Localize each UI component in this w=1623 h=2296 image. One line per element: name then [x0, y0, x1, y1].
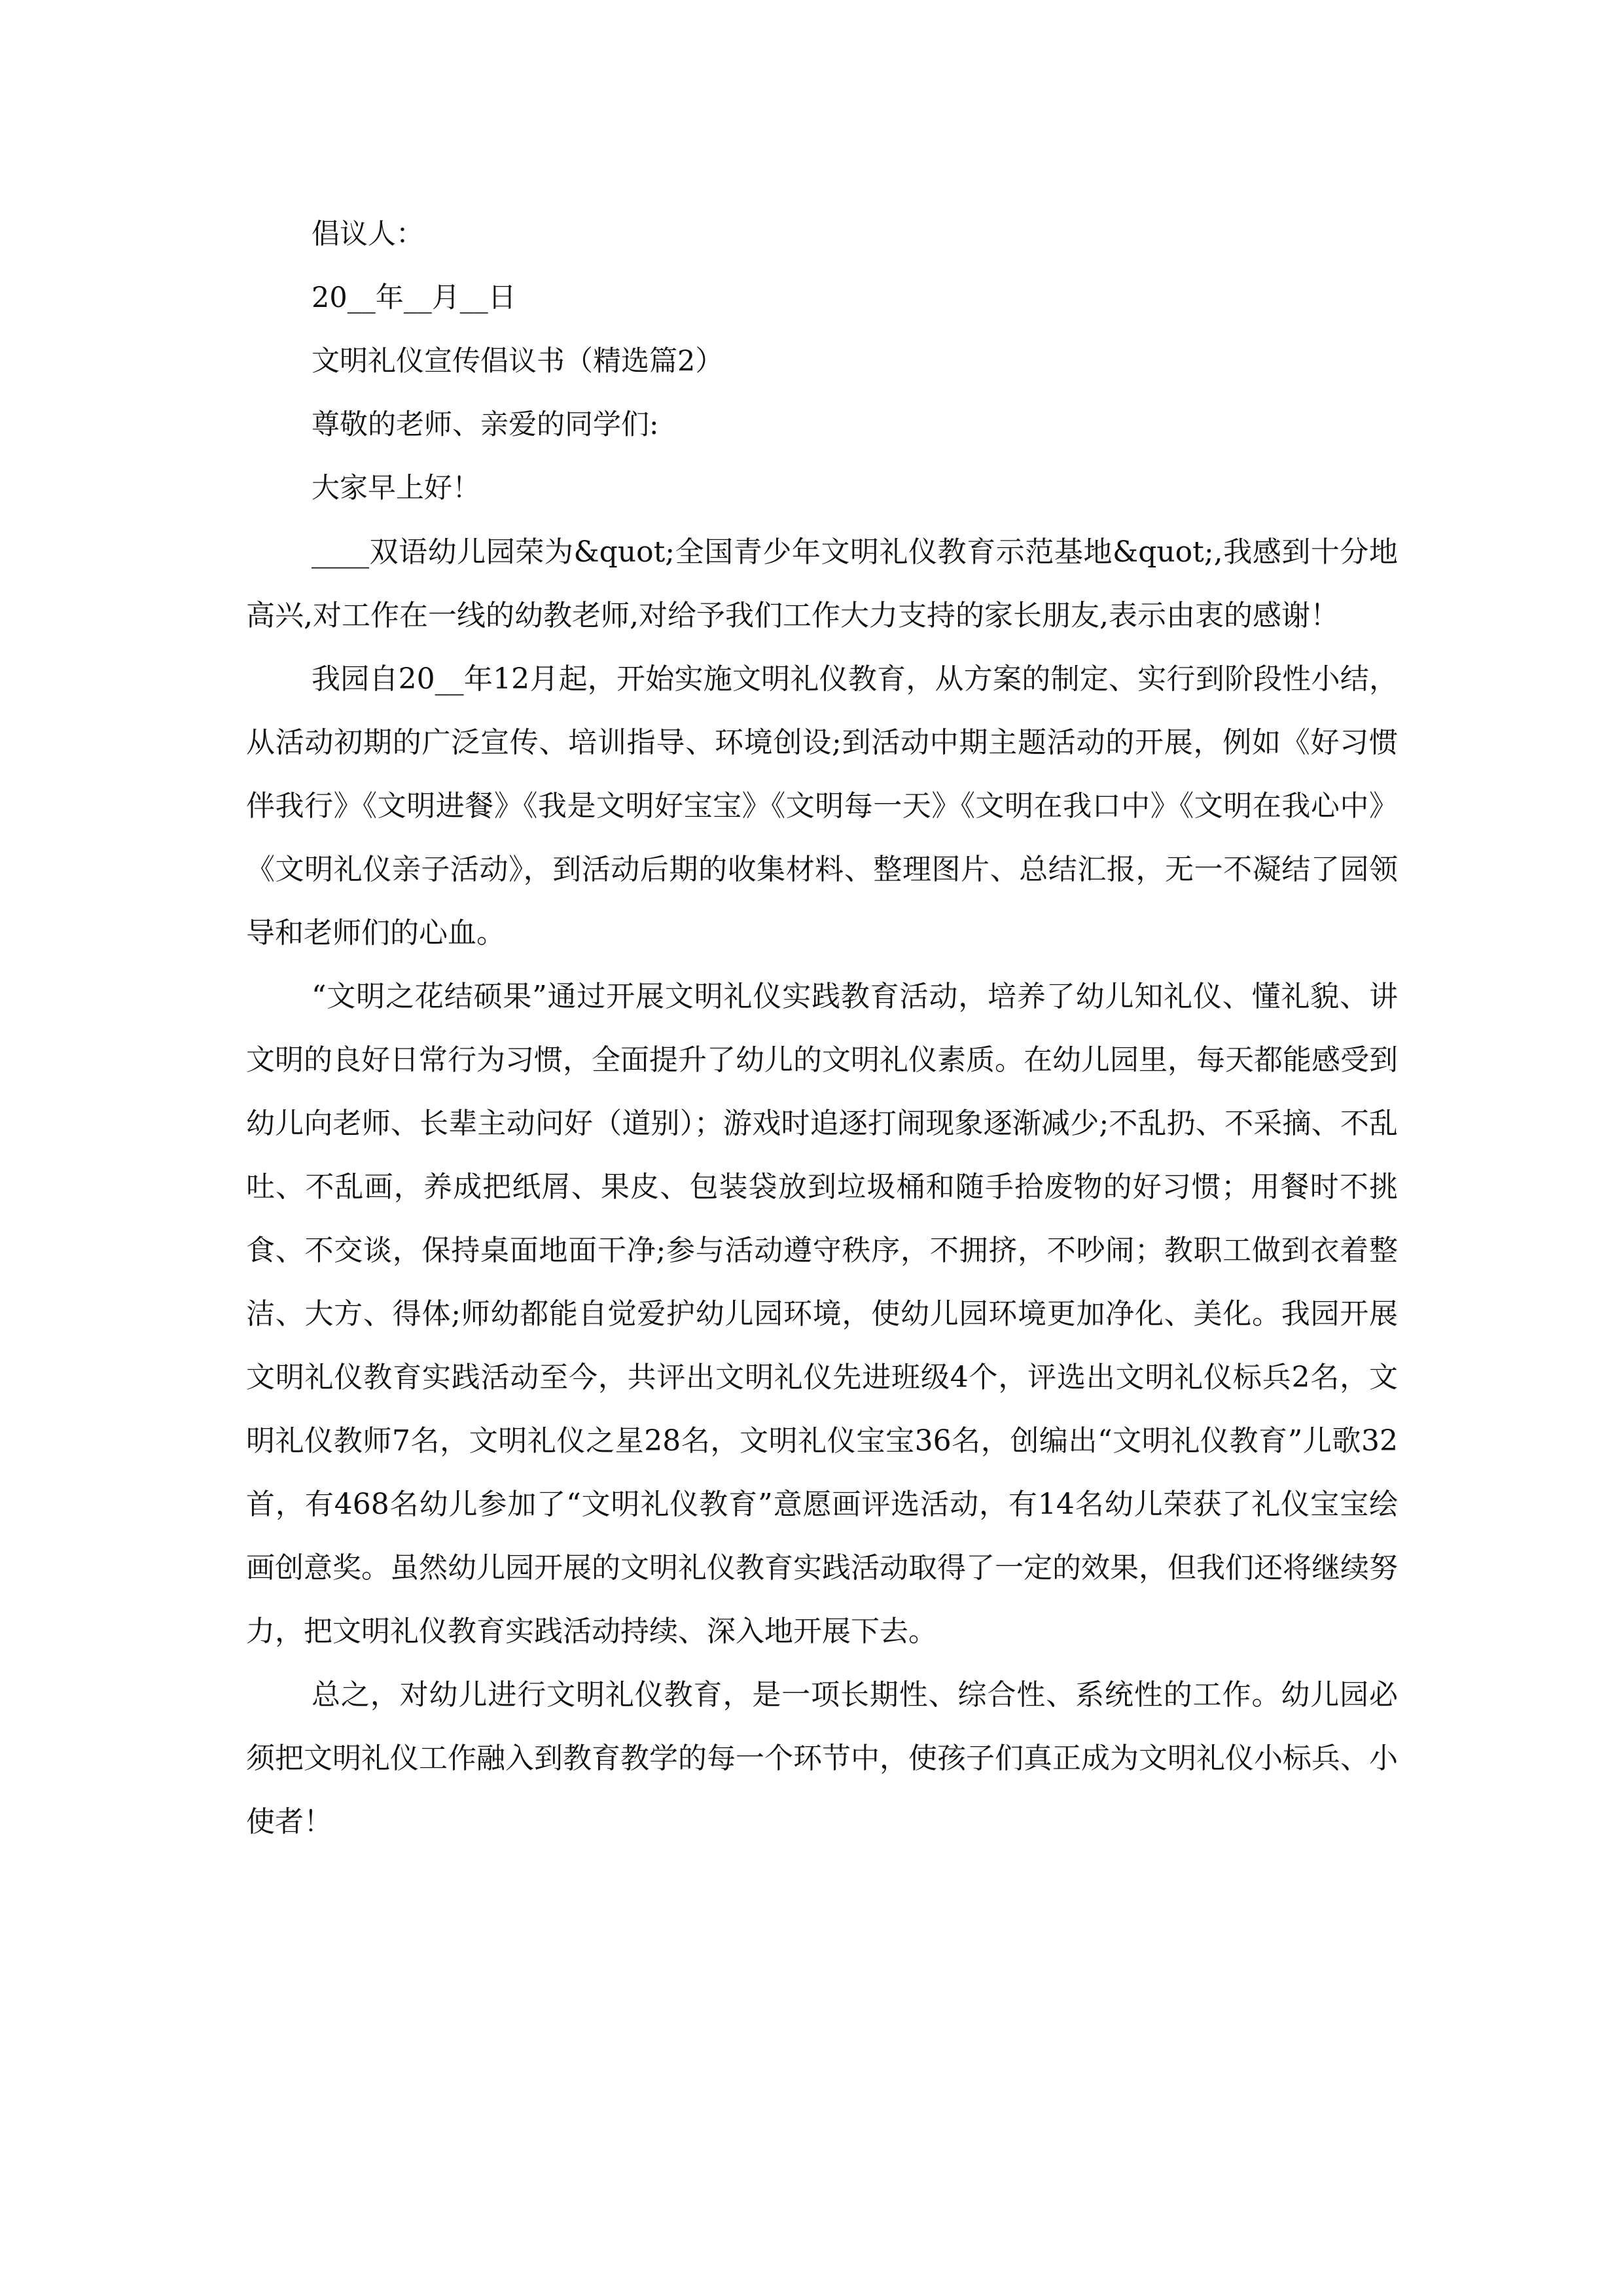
section-title: 文明礼仪宣传倡议书（精选篇2） [312, 345, 724, 378]
greeting: 大家早上好！ [312, 472, 480, 505]
paragraph-history: 我园自20__年12月起，开始实施文明礼仪教育，从方案的制定、实行到阶段性小结，从活动初期的广泛宣传、培训指导、环境创设;到活动中期主题活动的开展，例如《好习惯伴我行》《文明进餐》《我是文明好宝宝》《文明每一天》《文明在我口中》《文明在我心中》《文明礼仪亲子活动》，到活动后期的收集材料、整理图片、总结汇报，无一不凝结了园领导和老师们的心血。 [246, 662, 1398, 950]
paragraph-achievements: “文明之花结硕果”通过开展文明礼仪实践教育活动，培养了幼儿知礼仪、懂礼貌、讲文明的良好日常行为习惯，全面提升了幼儿的文明礼仪素质。在幼儿园里，每天都能感受到幼儿向老师、长辈主动问好（道别）；游戏时追逐打闹现象逐渐减少;不乱扔、不采摘、不乱吐、不乱画，养成把纸屑、果皮、包装袋放到垃圾桶和随手拾废物的好习惯；用餐时不挑食、不交谈，保持桌面地面干净;参与活动遵守秩序，不拥挤，不吵闹；教职工做到衣着整洁、大方、得体;师幼都能自觉爱护幼儿园环境，使幼儿园环境更加净化、美化。我园开展文明礼仪教育实践活动至今，共评出文明礼仪先进班级4个，评选出文明礼仪标兵2名，文明礼仪教师7名，文明礼仪之星28名，文明礼仪宝宝36名，创编出“文明礼仪教育”儿歌32首，有468名幼儿参加了“文明礼仪教育”意愿画评选活动，有14名幼儿荣获了礼仪宝宝绘画创意奖。虽然幼儿园开展的文明礼仪教育实践活动取得了一定的效果，但我们还将继续努力，把文明礼仪教育实践活动持续、深入地开展下去。 [246, 980, 1398, 1648]
date-line: 20__年__月__日 [312, 281, 516, 314]
proposer-line: 倡议人： [312, 218, 424, 251]
salutation: 尊敬的老师、亲爱的同学们: [312, 408, 659, 441]
paragraph-honor: ____双语幼儿园荣为&quot;全国青少年文明礼仪教育示范基地&quot;,我感到十分地高兴,对工作在一线的幼教老师,对给予我们工作大力支持的家长朋友,表示由衷的感谢！ [246, 535, 1398, 632]
document-page [246, 203, 1398, 1854]
paragraph-conclusion: 总之，对幼儿进行文明礼仪教育，是一项长期性、综合性、系统性的工作。幼儿园必须把文明礼仪工作融入到教育教学的每一个环节中，使孩子们真正成为文明礼仪小标兵、小使者！ [246, 1678, 1398, 1839]
